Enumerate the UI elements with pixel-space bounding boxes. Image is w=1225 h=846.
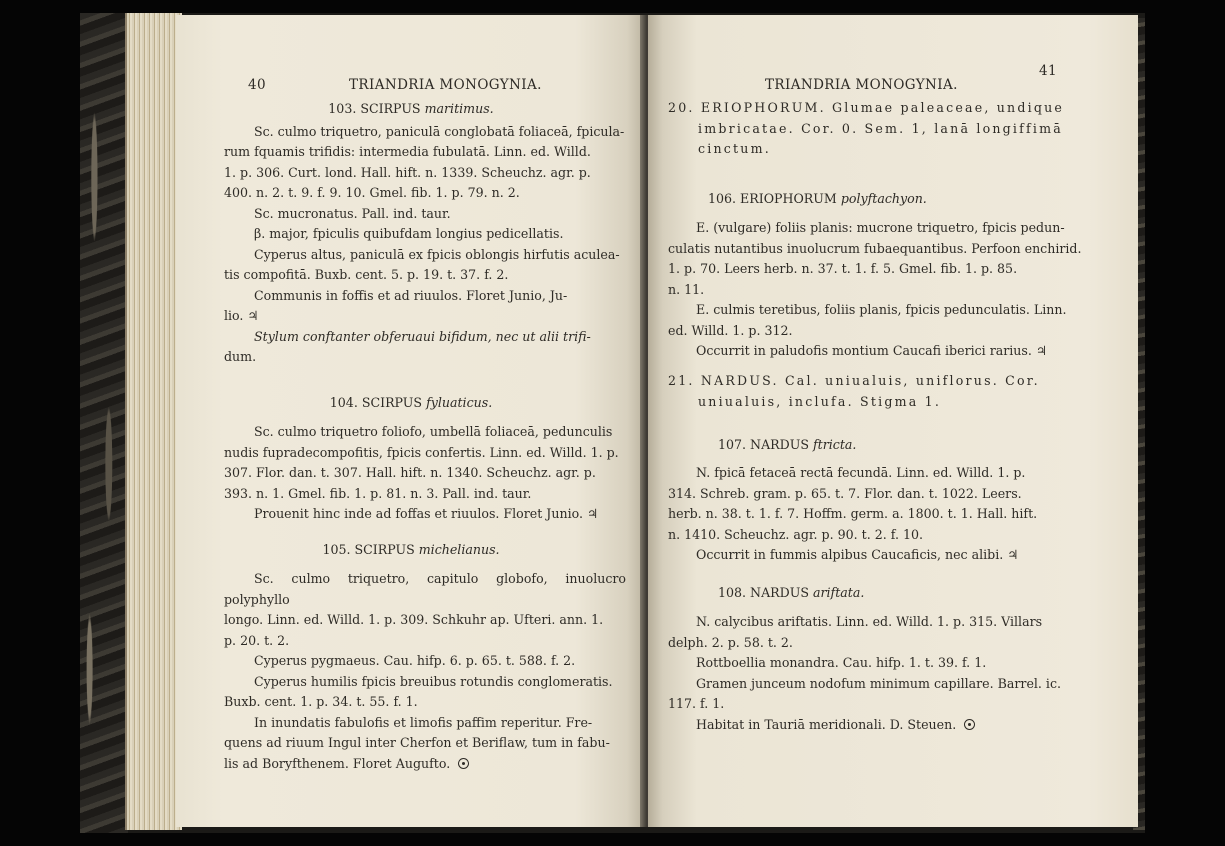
entry-text-107: N. fpicā fetaceā rectā fecundā. Linn. ed. Willd. 1. p. 314. Schreb. gram. p. 65. t. 7. Flor. dan. t. 1022. Leers. herb. n. 38. t. 1. f. 7. Hoffm. germ. a. 1800. t. 1. Hall. hift. n. 1410. Scheuchz. agr. p. 90. t. 2. f. 10. Occurrit in fummis alpibus Caucaficis, nec alibi. ♃ <box>668 465 1038 562</box>
right-page <box>648 15 1138 827</box>
entry-text-108: N. calycibus ariftatis. Linn. ed. Willd. 1. p. 315. Villars delph. 2. p. 58. t. 2. Rottboellia monandra. Cau. hifp. 1. t. 39. f. 1. Gramen junceum nodofum minimum capillare. Barrel. ic. 117. f. 1. Habitat in Tauriā meridionali. D. Steuen. <box>668 614 1062 732</box>
marbled-cover-left <box>80 13 128 833</box>
entry-text-106: E. (vulgare) foliis planis: mucrone triquetro, fpicis pedun- culatis nutantibus inuolucrum fubaequantibus. Perfoon enchirid. 1. p. 70. Leers herb. n. 37. t. 1. f. 5. Gmel. fib. 1. p. 85. n. 11. E. culmis teretibus, foliis planis, fpicis pedunculatis. Linn. ed. Willd. 1. p. 312. Occurrit in paludofis montium Caucafi iberici rarius. ♃ <box>668 220 1082 358</box>
entry-text-103-cont: rum fquamis trifidis: intermedia fubulatā. Linn. ed. Willd. 1. p. 306. Curt. lond. Hall. hift. n. 1339. Scheuchz. agr. p. 400. n. 2. t. 9. f. 9. 10. Gmel. fib. 1. p. 79. n. 2. Sc. mucronatus. Pall. ind. taur. β. major, fpiculis quibufdam longius pedicellatis. Cyperus altus, paniculā ex fpicis oblongis hirfutis aculea- tis compofitā. Buxb. cent. 5. p. 19. t. 37. f. 2. Communis in foffis et ad riuulos. Floret Junio, Ju- lio. ♃ Stylum conftanter obferuaui bifidum, nec ut alii trifi- dum. <box>224 144 620 364</box>
genus-20-description: 20. ERIOPHORUM. Glumae paleaceae, undique imbricatae. Cor. 0. Sem. 1, lanā longiffimā cinctum. <box>668 100 1065 156</box>
entry-text-104: Sc. culmo triquetro foliofo, umbellā foliaceā, pedunculis nudis fupradecompofitis, fpicis confertis. Linn. ed. Willd. 1. p. 307. Flor. dan. t. 307. Hall. hift. n. 1340. Scheuchz. agr. p. 393. n. 1. Gmel. fib. 1. p. 81. n. 3. Pall. ind. taur. Prouenit hinc inde ad foffas et riuulos. Floret Junio. ♃ <box>224 424 619 521</box>
left-page <box>176 15 646 827</box>
entry-heading-107: 107. NARDUS ftricta. <box>718 437 857 452</box>
entry-heading-104: 104. SCIRPUS fyluaticus. <box>329 395 493 410</box>
entry-heading-108: 108. NARDUS ariftata. <box>718 585 865 600</box>
page-number-left: 40 <box>248 77 266 93</box>
entry-heading-106: 106. ERIOPHORUM polyftachyon. <box>708 191 927 206</box>
page-number-right: 41 <box>1039 63 1057 79</box>
running-head-left: TRIANDRIA MONOGYNIA. <box>349 77 542 93</box>
library-stamp-icon <box>458 758 469 769</box>
entry-heading-105: 105. SCIRPUS michelianus. <box>322 542 500 557</box>
library-stamp-icon <box>964 719 975 730</box>
entry-text-103: Sc. culmo triquetro, paniculā conglobatā foliaceā, fpicula- <box>254 124 625 139</box>
page-stack-edge <box>125 13 182 830</box>
entry-text-105: Sc. culmo triquetro, capitulo globofo, inuolucro polyphyllo longo. Linn. ed. Willd. 1. p. 309. Schkuhr ap. Ufteri. ann. 1. p. 20. t. 2. Cyperus pygmaeus. Cau. hifp. 6. p. 65. t. 588. f. 2. Cyperus humilis fpicis breuibus rotundis conglomeratis. Buxb. cent. 1. p. 34. t. 55. f. 1. In inundatis fabulofis et limofis paffim reperitur. Fre- quens ad riuum Ingul inter Cherfon et Beriflaw, tum in fabu- lis ad Boryfthenem. Floret Augufto. <box>224 571 626 771</box>
genus-21-description: 21. NARDUS. Cal. uniualuis, uniflorus. Cor. uniualuis, inclufa. Stigma 1. <box>668 373 1040 409</box>
running-head-right: TRIANDRIA MONOGYNIA. <box>765 77 958 93</box>
entry-heading-103: 103. SCIRPUS maritimus. <box>328 101 494 116</box>
